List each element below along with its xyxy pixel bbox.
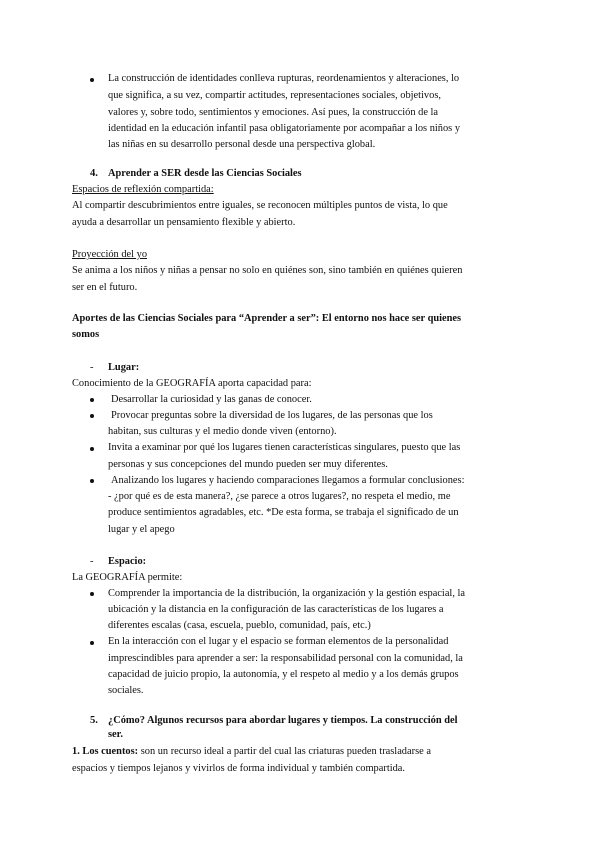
bullet1-line: valores y, sobre todo, sentimientos y emociones. Así pues, la construcción de la [108,107,439,118]
paragraph-line: ayuda a desarrollar un pensamiento flexible y abierto. [72,217,296,228]
espacio-bullet-line: En la interacción con el lugar y el espacio se forman elementos de la personalidad [108,636,449,647]
lugar-heading: Lugar: [108,362,140,373]
lugar-bullet-line: produce sentimientos agradables, etc. *De esta forma, se trabaja el significado de un [108,507,459,518]
cuentos-text: son un recurso ideal a partir del cual las criaturas pueden trasladarse a [138,746,431,757]
lugar-dash: - [90,362,94,373]
section5-title-line: ser. [108,729,123,740]
bullet-dot [90,414,94,418]
espacio-bullet-line: ubicación y la distancia en la configuración de las características de los lugares a [108,604,444,615]
espacio-bullet-line: sociales. [108,685,144,696]
lugar-bullet-line: personas y sus concepciones del mundo pueden ser muy diferentes. [108,459,388,470]
bullet-dot [90,592,94,596]
espacio-dash: - [90,556,94,567]
espacio-bullet-line: diferentes escalas (casa, escuela, pueblo, comunidad, país, etc.) [108,620,371,631]
paragraph-line: ser en el futuro. [72,282,138,293]
cuentos-line [72,745,431,758]
paragraph-line: Al compartir descubrimientos entre iguales, se reconocen múltiples puntos de vista, lo que [72,200,448,211]
subheading-proyeccion-yo: Proyección del yo [72,249,148,260]
aportes-title-line: somos [72,329,100,340]
bullet1-line: las niñas en su desarrollo personal desde una perspectiva global. [108,139,376,150]
cuentos-label: 1. Los cuentos: [72,746,139,757]
cuentos-line: espacios y tiempos lejanos y vivirlos de forma individual y también compartida. [72,763,406,774]
bullet-dot [90,447,94,451]
espacio-bullet-line: imprescindibles para aprender a ser: la responsabilidad personal con la comunidad, la [108,653,463,664]
section5-title-line: ¿Cómo? Algunos recursos para abordar lugares y tiempos. La construcción del [108,715,458,726]
lugar-bullet-line: Desarrollar la curiosidad y las ganas de conocer. [111,394,312,405]
section4-title: Aprender a SER desde las Ciencias Sociales [108,168,302,179]
lugar-bullet-line: lugar y el apego [108,524,175,535]
lugar-bullet-line: - ¿por qué es de esta manera?, ¿se parece a otros lugares?, no respeta el medio, me [108,491,451,502]
aportes-title-line: Aportes de las Ciencias Sociales para “Aprender a ser”: El entorno nos hace ser quienes [72,313,462,324]
paragraph-line: Se anima a los niños y niñas a pensar no solo en quiénes son, sino también en quiénes quieren [72,265,463,276]
subheading-espacios-reflexion: Espacios de reflexión compartida: [72,184,214,195]
bullet1-line: identidad en la educación infantil pasa obligatoriamente por acompañar a los niños y [108,123,461,134]
lugar-bullet-line: Analizando los lugares y haciendo comparaciones llegamos a formular conclusiones: [111,475,465,486]
bullet-dot [90,78,94,82]
bullet-dot [90,479,94,483]
lugar-intro: Conocimiento de la GEOGRAFÍA aporta capacidad para: [72,378,312,389]
bullet1-line: que significa, a su vez, compartir actitudes, representaciones sociales, objetivos, [108,90,441,101]
lugar-bullet-line: Invita a examinar por qué los lugares tienen características singulares, puesto que las [108,442,461,453]
section5-number: 5. [90,715,98,726]
lugar-bullet-line: habitan, sus culturas y el medio donde viven (entorno). [108,426,337,437]
espacio-bullet-line: capacidad de juicio propio, la autonomía, y el respeto al medio y a los demás grupos [108,669,459,680]
bullet1-line: La construcción de identidades conlleva rupturas, reordenamientos y alteraciones, lo [108,73,460,84]
section4-number: 4. [90,168,98,179]
espacio-heading: Espacio: [108,556,147,567]
espacio-bullet-line: Comprender la importancia de la distribución, la organización y la gestión espacial, la [108,588,466,599]
bullet-dot [90,398,94,402]
espacio-intro: La GEOGRAFÍA permite: [72,572,183,583]
lugar-bullet-line: Provocar preguntas sobre la diversidad de los lugares, de las personas que los [111,410,433,421]
bullet-dot [90,641,94,645]
